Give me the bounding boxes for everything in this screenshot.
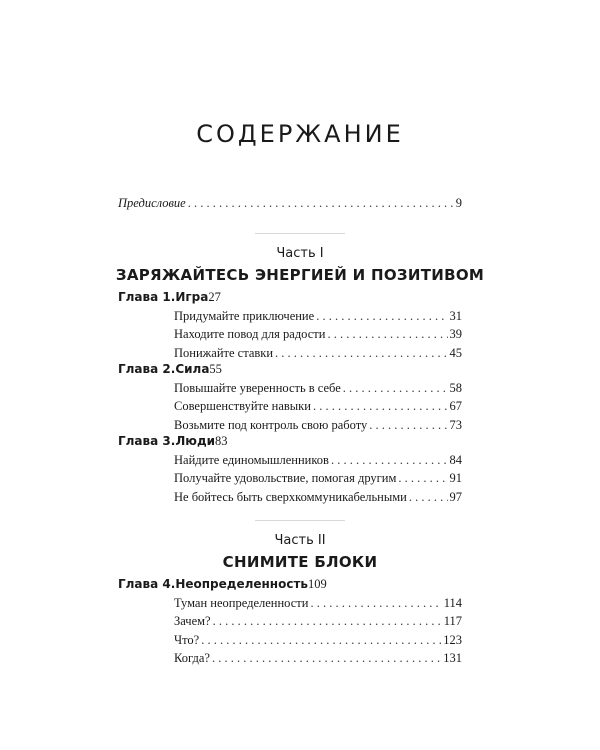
toc-entry-chapter[interactable] <box>118 288 462 307</box>
chapter-label: Глава 1. <box>118 290 176 304</box>
dot-leader <box>398 469 447 488</box>
section-title: Совершенствуйте навыки <box>174 399 311 413</box>
chapter-title: Сила <box>175 362 210 376</box>
section-title: Возьмите под контроль свою работу <box>174 417 368 432</box>
dot-leader <box>310 594 441 613</box>
toc-entry-section[interactable] <box>118 379 462 398</box>
toc-entry-section[interactable] <box>118 307 462 326</box>
page-number: 45 <box>449 345 462 360</box>
toc-entry-section[interactable] <box>118 488 462 507</box>
part-heading <box>0 532 600 573</box>
page-number: 97 <box>449 489 462 504</box>
toc-entry-section[interactable] <box>118 649 462 668</box>
toc-entry-section[interactable] <box>118 631 462 650</box>
toc-entry-section[interactable] <box>118 612 462 631</box>
dot-leader <box>188 194 454 213</box>
section-title: Туман неопределенности <box>174 595 309 610</box>
chapter-label: Глава 4. <box>118 577 176 591</box>
page-number: 83 <box>215 434 228 448</box>
section-title: Повышайте уверенность в себе <box>174 380 341 395</box>
toc-entry-chapter[interactable] <box>118 575 462 594</box>
toc-entry-section[interactable] <box>118 594 462 613</box>
chapter-title: Люди <box>175 434 216 448</box>
page-number: 114 <box>443 595 462 610</box>
chapter-title: Игра <box>175 290 209 304</box>
page-number: 73 <box>449 417 462 432</box>
section-title: Понижайте ставки <box>174 345 274 360</box>
part-divider <box>255 520 345 521</box>
toc-entry-section[interactable] <box>118 325 462 344</box>
section-title: Найдите единомышленников <box>174 452 329 467</box>
dot-leader <box>409 488 448 507</box>
page-number: 9 <box>455 196 462 210</box>
part-number: Часть I <box>276 246 324 261</box>
page-number: 91 <box>449 471 462 485</box>
chapter-label: Глава 3. <box>118 434 176 448</box>
chapter-label: Глава 2. <box>118 362 176 376</box>
page-number: 55 <box>209 362 222 376</box>
section-title: Придумайте приключение <box>174 308 315 323</box>
chapter-group <box>118 575 462 668</box>
section-title: Зачем? <box>174 614 211 628</box>
toc-entry-section[interactable] <box>118 397 462 416</box>
part-heading <box>0 245 600 286</box>
entry-title: Предисловие <box>118 196 186 210</box>
dot-leader <box>343 379 448 398</box>
dot-leader <box>313 397 448 416</box>
toc-entry-section[interactable] <box>118 451 462 470</box>
page-number: 84 <box>449 452 462 467</box>
section-title: Когда? <box>174 651 210 665</box>
page-title: СОДЕРЖАНИЕ <box>196 120 404 148</box>
chapter-title: Неопределенность <box>175 577 308 591</box>
page-number: 131 <box>443 651 462 665</box>
page-number: 31 <box>449 308 462 323</box>
page-number: 67 <box>449 399 462 413</box>
page-number: 39 <box>449 327 462 341</box>
chapter-group <box>118 432 462 506</box>
section-title: Не бойтесь быть сверхкоммуникабельными <box>174 489 407 504</box>
page-number: 123 <box>443 632 462 647</box>
chapter-group <box>118 288 462 362</box>
section-title: Получайте удовольствие, помогая другим <box>174 471 397 485</box>
dot-leader <box>327 325 447 344</box>
part-title: СНИМИТЕ БЛОКИ <box>222 553 378 571</box>
part-divider <box>255 233 345 234</box>
section-title: Что? <box>174 632 200 647</box>
dot-leader <box>331 451 448 470</box>
page-number: 117 <box>443 614 462 628</box>
toc-entry-chapter[interactable] <box>118 432 462 451</box>
part-number: Часть II <box>274 533 326 548</box>
dot-leader <box>316 307 447 326</box>
toc-entry-preface[interactable] <box>118 194 462 213</box>
dot-leader <box>201 631 441 650</box>
section-title: Находите повод для радости <box>174 327 326 341</box>
page-number: 58 <box>449 380 462 395</box>
dot-leader <box>212 649 441 668</box>
toc-entry-section[interactable] <box>118 469 462 488</box>
toc-entry-chapter[interactable] <box>118 360 462 379</box>
part-title: ЗАРЯЖАЙТЕСЬ ЭНЕРГИЕЙ И ПОЗИТИВОМ <box>115 266 485 284</box>
dot-leader <box>213 612 442 631</box>
page-number: 27 <box>208 290 221 304</box>
chapter-group <box>118 360 462 434</box>
page-number: 109 <box>308 577 327 591</box>
